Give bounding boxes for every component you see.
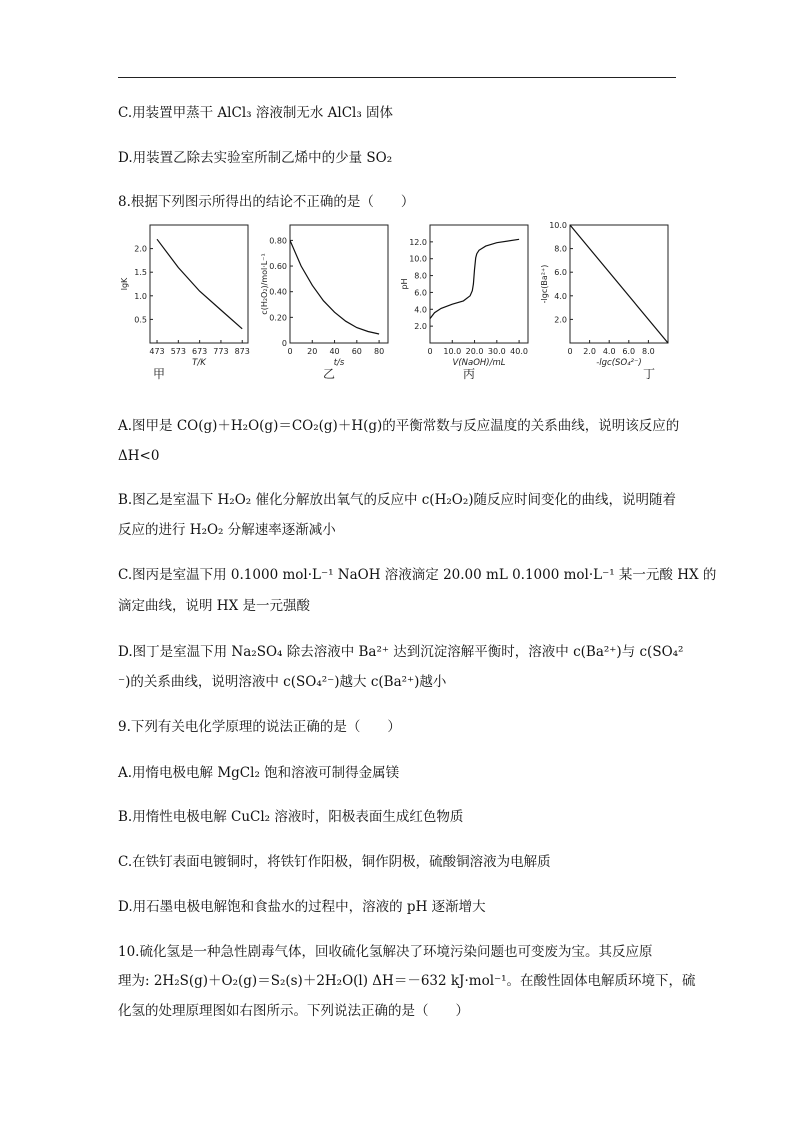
y-tick-label: 0.5 (134, 315, 147, 325)
x-axis-label: -lgc(SO₄²⁻) (596, 358, 642, 368)
y-tick-label: 0.60 (269, 262, 287, 272)
header-rule (118, 77, 676, 78)
plot-frame (150, 225, 248, 343)
x-tick-label: 40.0 (510, 347, 528, 356)
q9-stem: 9.下列有关电化学原理的说法正确的是（ ） (118, 719, 401, 735)
y-tick-label: 6.0 (414, 288, 427, 298)
y-tick-label: 0.80 (269, 236, 287, 246)
x-tick-label: 10.0 (443, 347, 462, 356)
q9-option-a: A.用惰电极电解 MgCl₂ 饱和溶液可制得金属镁 (118, 765, 400, 781)
x-tick-label: 20 (307, 347, 318, 356)
y-tick-label: 0.20 (269, 313, 287, 323)
q8-option-a-line1: A.图甲是 CO(g)＋H₂O(g)＝CO₂(g)＋H(g)的平衡常数与反应温度的关系曲线，说明该反应的 (118, 418, 680, 434)
chart-yi (258, 222, 393, 392)
q7-option-d: D.用装置乙除去实验室所制乙烯中的少量 SO₂ (118, 150, 393, 166)
q8-option-b-line1: B.图乙是室温下 H₂O₂ 催化分解放出氧气的反应中 c(H₂O₂)随反应时间变化的曲线，说明随着 (118, 492, 677, 508)
x-tick-label: 60 (351, 347, 362, 356)
chart-ding (538, 222, 673, 392)
x-tick-label: 6.0 (622, 347, 636, 356)
x-tick-label: 0 (567, 347, 573, 356)
y-tick-label: 2.0 (134, 244, 147, 254)
q10-stem-line1: 10.硫化氢是一种急性剧毒气体，回收硫化氢解决了环境污染问题也可变废为宝。其反应原 (118, 944, 653, 960)
y-axis-label: c(H₂O₂)/mol·L⁻¹ (260, 253, 269, 315)
plot-frame (430, 225, 528, 343)
q8-option-c-line2: 滴定曲线，说明 HX 是一元强酸 (118, 598, 310, 614)
chart-caption: 乙 (322, 367, 336, 381)
q8-option-a-line2: ΔH<0 (118, 448, 160, 464)
q8-option-b-line2: 反应的进行 H₂O₂ 分解速率逐渐减小 (118, 522, 336, 538)
y-tick-label: 8.0 (554, 244, 567, 254)
x-tick-label: 30.0 (487, 347, 506, 356)
chart-caption: 丁 (642, 367, 656, 381)
x-tick-label: 20.0 (465, 347, 484, 356)
y-tick-label: 0.40 (269, 287, 287, 297)
q8-option-c-line1: C.图丙是室温下用 0.1000 mol·L⁻¹ NaOH 溶液滴定 20.00 mL 0.1000 mol·L⁻¹ 某一元酸 HX 的 (118, 567, 717, 583)
x-axis-label: T/K (192, 358, 206, 368)
y-tick-label: 6.0 (554, 268, 567, 278)
y-tick-label: 8.0 (414, 271, 427, 281)
y-tick-label: 10.0 (549, 221, 567, 230)
x-tick-label: 80 (373, 347, 385, 356)
x-axis-label: t/s (333, 358, 345, 368)
x-tick-label: 773 (213, 347, 229, 356)
series-line (157, 239, 242, 329)
series-line (290, 240, 379, 334)
x-tick-label: 0 (427, 347, 433, 356)
q8-stem: 8.根据下列图示所得出的结论不正确的是（ ） (118, 194, 415, 210)
x-tick-label: 8.0 (642, 347, 655, 356)
y-tick-label: 12.0 (409, 237, 427, 247)
q10-stem-line2: 理为: 2H₂S(g)＋O₂(g)＝S₂(s)＋2H₂O(l) ΔH＝－632 kJ·mol⁻¹。在酸性固体电解质环境下，硫 (118, 973, 696, 989)
q9-option-c: C.在铁钉表面电镀铜时，将铁钉作阳极，铜作阴极，硫酸铜溶液为电解质 (118, 854, 551, 870)
q8-option-d-line2: ⁻)的关系曲线，说明溶液中 c(SO₄²⁻)越大 c(Ba²⁺)越小 (118, 674, 447, 690)
y-tick-label: 1.5 (134, 268, 147, 278)
y-axis-label: pH (400, 278, 409, 290)
x-tick-label: 573 (170, 347, 186, 356)
y-tick-label: 1.0 (134, 291, 147, 301)
x-tick-label: 473 (149, 347, 165, 356)
y-tick-label: 4.0 (414, 305, 427, 315)
x-tick-label: 4.0 (602, 347, 616, 356)
x-tick-label: 873 (234, 347, 250, 356)
q9-option-b: B.用惰性电极电解 CuCl₂ 溶液时，阳极表面生成红色物质 (118, 809, 464, 825)
chart-caption: 甲 (152, 367, 166, 381)
y-tick-label: 0 (281, 339, 287, 348)
q9-option-d: D.用石墨电极电解饱和食盐水的过程中，溶液的 pH 逐渐增大 (118, 899, 486, 915)
y-axis-label: -lgc(Ba²⁺) (540, 264, 549, 304)
chart-caption: 丙 (462, 367, 476, 381)
q7-option-c: C.用装置甲蒸干 AlCl₃ 溶液制无水 AlCl₃ 固体 (118, 105, 394, 121)
series-line (570, 225, 668, 343)
q8-option-d-line1: D.图丁是室温下用 Na₂SO₄ 除去溶液中 Ba²⁺ 达到沉淀溶解平衡时，溶液中 c(Ba²⁺)与 c(SO₄² (118, 644, 684, 660)
y-tick-label: 2.0 (414, 322, 427, 332)
q10-stem-line3: 化氢的处理原理图如右图所示。下列说法正确的是（ ） (118, 1003, 469, 1019)
x-axis-label: V(NaOH)/mL (452, 358, 506, 368)
x-tick-label: 2.0 (583, 347, 596, 356)
y-tick-label: 10.0 (409, 254, 427, 264)
plot-frame (290, 225, 388, 343)
q8-charts (118, 222, 678, 397)
y-tick-label: 2.0 (554, 315, 567, 325)
y-axis-label: lgK (120, 277, 129, 291)
series-line (430, 239, 519, 318)
x-tick-label: 0 (287, 347, 293, 356)
x-tick-label: 40 (329, 347, 340, 356)
y-tick-label: 4.0 (554, 291, 567, 301)
x-tick-label: 673 (191, 347, 208, 356)
chart-jia (118, 222, 253, 392)
chart-bing (398, 222, 533, 392)
